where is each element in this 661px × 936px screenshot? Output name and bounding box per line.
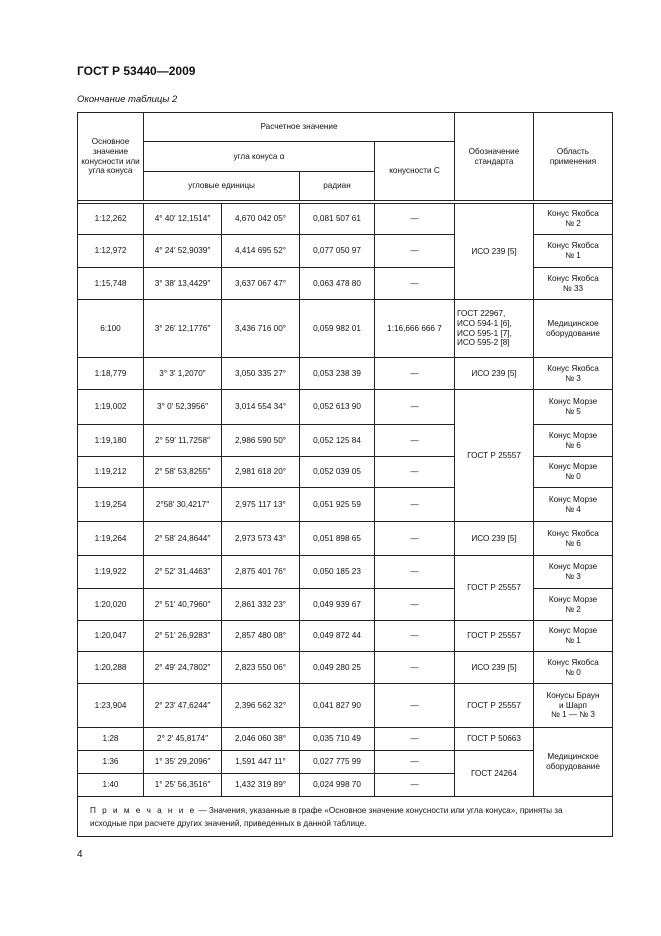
table-cell-base: 1:18,779	[78, 358, 144, 390]
table-cell-conicity: —	[375, 204, 455, 235]
table-cell-conicity: —	[375, 390, 455, 425]
conicity-table	[77, 112, 613, 837]
table-cell-radian: 0,051 898 65	[300, 522, 375, 556]
table-cell-degrees: 3° 38′ 13,4429″	[144, 268, 222, 300]
table-cell-conicity: —	[375, 621, 455, 652]
table-cell-radian: 0,052 125 84	[300, 425, 375, 457]
table-cell-area: Конус Якобса № 2	[534, 204, 613, 235]
table-cell-base: 1:19,264	[78, 522, 144, 556]
table-cell-degrees: 2° 51′ 26,9283″	[144, 621, 222, 652]
table-cell-base: 1:19,180	[78, 425, 144, 457]
table-cell-area: Конус Морзе № 1	[534, 621, 613, 652]
table-cell-degrees: 3° 26′ 12,1776″	[144, 300, 222, 358]
header-application-area: Область применения	[534, 113, 613, 201]
table-cell-base: 1:40	[78, 774, 144, 797]
table-cell-radian: 0,049 872 44	[300, 621, 375, 652]
table-cell-standard: ИСО 239 [5]	[455, 204, 534, 300]
table-cell-decimal: 2,975 117 13°	[222, 488, 300, 522]
table-cell-radian: 0,077 050 97	[300, 235, 375, 268]
table-cell-area: Конус Морзе № 0	[534, 457, 613, 488]
header-base-value: Основное значение конусности или угла конуса	[78, 113, 144, 201]
table-cell-radian: 0,050 185 23	[300, 556, 375, 589]
table-cell-conicity: —	[375, 728, 455, 751]
table-cell-area: Конус Якобса № 0	[534, 652, 613, 684]
table-cell-base: 1:23,904	[78, 684, 144, 728]
table-cell-radian: 0,049 280 25	[300, 652, 375, 684]
table-cell-degrees: 3° 3′ 1,2070″	[144, 358, 222, 390]
table-cell-radian: 0,027 775 99	[300, 751, 375, 774]
table-cell-radian: 0,052 039 05	[300, 457, 375, 488]
table-cell-decimal: 2,857 480 08°	[222, 621, 300, 652]
table-cell-base: 6:100	[78, 300, 144, 358]
table-cell-standard: ИСО 239 [5]	[455, 652, 534, 684]
table-cell-decimal: 3,014 554 34°	[222, 390, 300, 425]
table-cell-base: 1:19,212	[78, 457, 144, 488]
table-cell-area: Конус Якобса № 3	[534, 358, 613, 390]
table-cell-decimal: 3,436 716 00°	[222, 300, 300, 358]
table-cell-radian: 0,051 925 59	[300, 488, 375, 522]
header-radian: радиан	[300, 172, 375, 201]
table-cell-standard: ИСО 239 [5]	[455, 358, 534, 390]
note-text: — Значения, указанные в графе «Основное значение конусности или угла конуса», приняты за исходные при расчете других значений, приведенных в данной таблице.	[90, 806, 563, 828]
table-cell-base: 1:19,254	[78, 488, 144, 522]
table-cell-degrees: 4° 24′ 52,9039″	[144, 235, 222, 268]
table-cell-decimal: 4,670 042 05°	[222, 204, 300, 235]
table-cell-conicity: —	[375, 457, 455, 488]
table-cell-area: Конус Морзе № 6	[534, 425, 613, 457]
table-cell-decimal: 2,981 618 20°	[222, 457, 300, 488]
table-cell-area: Конус Якобса № 33	[534, 268, 613, 300]
table-cell-degrees: 2° 58′ 53,8255″	[144, 457, 222, 488]
table-cell-conicity: —	[375, 522, 455, 556]
table-cell-area: Конус Морзе № 2	[534, 589, 613, 621]
header-angular-units: угловые единицы	[144, 172, 300, 201]
table-cell-conicity: —	[375, 425, 455, 457]
header-standard: Обозначение стандарта	[455, 113, 534, 201]
table-cell-degrees: 2° 59′ 11,7258″	[144, 425, 222, 457]
page-number: 4	[77, 849, 83, 860]
table-cell-conicity: 1:16,666 666 7	[375, 300, 455, 358]
table-cell-degrees: 2° 52′ 31,4463″	[144, 556, 222, 589]
table-note	[78, 797, 613, 837]
table-cell-standard: ГОСТ 24264	[455, 751, 534, 797]
table-cell-decimal: 1,591 447 11°	[222, 751, 300, 774]
table-cell-conicity: —	[375, 751, 455, 774]
table-cell-area: Конусы Браун и Шарп № 1 — № 3	[534, 684, 613, 728]
note-label: П р и м е ч а н и е	[90, 806, 197, 815]
table-cell-degrees: 1° 35′ 29,2096″	[144, 751, 222, 774]
table-cell-radian: 0,081 507 61	[300, 204, 375, 235]
table-cell-degrees: 2°58′ 30,4217″	[144, 488, 222, 522]
table-cell-conicity: —	[375, 235, 455, 268]
table-cell-degrees: 2° 2′ 45,8174″	[144, 728, 222, 751]
table-cell-area: Конус Якобса № 6	[534, 522, 613, 556]
table-cell-standard: ГОСТ Р 50663	[455, 728, 534, 751]
table-cell-conicity: —	[375, 652, 455, 684]
table-cell-degrees: 2° 23′ 47,6244″	[144, 684, 222, 728]
table-cell-radian: 0,063 478 80	[300, 268, 375, 300]
table-cell-degrees: 4° 40′ 12,1514″	[144, 204, 222, 235]
table-cell-decimal: 1,432 319 89°	[222, 774, 300, 797]
table-cell-radian: 0,035 710 49	[300, 728, 375, 751]
table-cell-degrees: 2° 49′ 24,7802″	[144, 652, 222, 684]
table-cell-conicity: —	[375, 556, 455, 589]
table-cell-decimal: 2,823 550 06°	[222, 652, 300, 684]
table-cell-base: 1:12,262	[78, 204, 144, 235]
header-calculated-value: Расчетное значение	[144, 113, 455, 142]
table-cell-standard: ГОСТ Р 25557	[455, 390, 534, 522]
table-cell-degrees: 2° 51′ 40,7960″	[144, 589, 222, 621]
table-cell-standard: ГОСТ Р 25557	[455, 684, 534, 728]
document-title: ГОСТ Р 53440—2009	[77, 64, 196, 78]
table-cell-decimal: 4,414 695 52°	[222, 235, 300, 268]
table-caption: Окончание таблицы 2	[77, 94, 178, 105]
table-cell-radian: 0,024 998 70	[300, 774, 375, 797]
table-cell-degrees: 3° 0′ 52,3956″	[144, 390, 222, 425]
table-cell-base: 1:12,972	[78, 235, 144, 268]
table-cell-decimal: 2,861 332 23°	[222, 589, 300, 621]
table-cell-conicity: —	[375, 684, 455, 728]
table-cell-decimal: 3,637 067 47°	[222, 268, 300, 300]
table-cell-degrees: 1° 25′ 56,3516″	[144, 774, 222, 797]
table-cell-area: Конус Морзе № 4	[534, 488, 613, 522]
table-cell-decimal: 2,046 060 38°	[222, 728, 300, 751]
table-cell-area: Конус Якобса № 1	[534, 235, 613, 268]
table-cell-base: 1:28	[78, 728, 144, 751]
table-cell-radian: 0,041 827 90	[300, 684, 375, 728]
table-cell-area: Медицинское оборудование	[534, 728, 613, 797]
table-cell-radian: 0,049 939 67	[300, 589, 375, 621]
table-cell-base: 1:20,288	[78, 652, 144, 684]
table-cell-conicity: —	[375, 358, 455, 390]
table-cell-radian: 0,059 982 01	[300, 300, 375, 358]
table-cell-degrees: 2° 58′ 24,8644″	[144, 522, 222, 556]
table-cell-conicity: —	[375, 774, 455, 797]
table-cell-decimal: 2,973 573 43°	[222, 522, 300, 556]
table-cell-conicity: —	[375, 268, 455, 300]
table-cell-base: 1:36	[78, 751, 144, 774]
header-conicity: конусности C	[375, 142, 455, 201]
table-cell-base: 1:15,748	[78, 268, 144, 300]
table-cell-area: Конус Морзе № 3	[534, 556, 613, 589]
table-cell-area: Конус Морзе № 5	[534, 390, 613, 425]
table-cell-radian: 0,053 238 39	[300, 358, 375, 390]
table-cell-area: Медицинское оборудование	[534, 300, 613, 358]
table-cell-radian: 0,052 613 90	[300, 390, 375, 425]
table-cell-base: 1:20,047	[78, 621, 144, 652]
table-cell-base: 1:20,020	[78, 589, 144, 621]
table-cell-standard: ГОСТ 22967, ИСО 594-1 [6], ИСО 595-1 [7], ИСО 595-2 [8]	[455, 300, 534, 358]
table-cell-standard: ГОСТ Р 25557	[455, 621, 534, 652]
header-cone-angle: угла конуса α	[144, 142, 375, 172]
table-cell-decimal: 2,875 401 76°	[222, 556, 300, 589]
table-cell-conicity: —	[375, 488, 455, 522]
table-cell-standard: ГОСТ Р 25557	[455, 556, 534, 621]
table-cell-conicity: —	[375, 589, 455, 621]
table-cell-decimal: 3,050 335 27°	[222, 358, 300, 390]
table-cell-base: 1:19,922	[78, 556, 144, 589]
table-cell-decimal: 2,986 590 50°	[222, 425, 300, 457]
table-cell-decimal: 2,396 562 32°	[222, 684, 300, 728]
table-cell-base: 1:19,002	[78, 390, 144, 425]
table-cell-standard: ИСО 239 [5]	[455, 522, 534, 556]
